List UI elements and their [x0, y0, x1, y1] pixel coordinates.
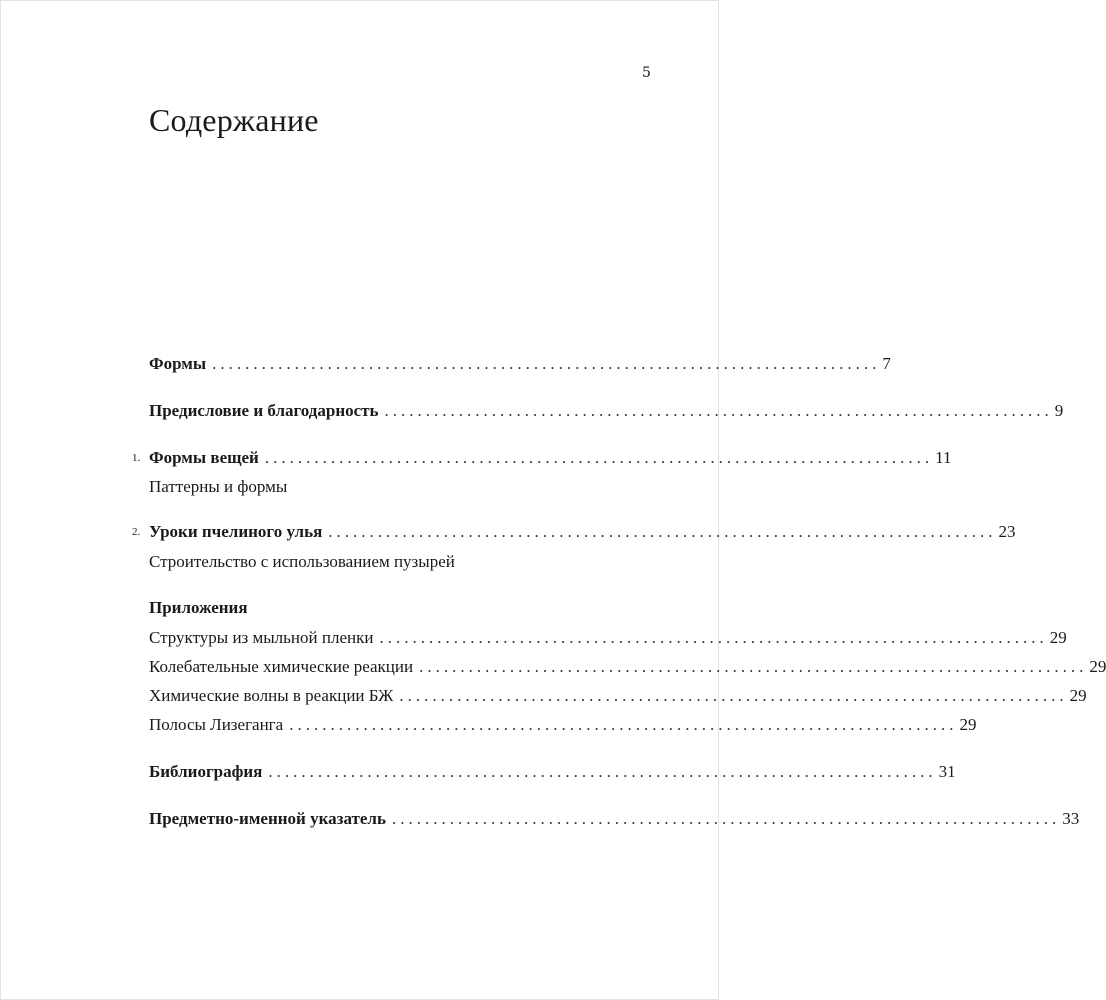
toc-entry-label: Библиография	[149, 762, 263, 781]
toc-subentry-chapter-2	[149, 552, 615, 572]
toc-entry-label: Предметно-именной указатель	[149, 809, 386, 828]
toc-entry-appendix-2[interactable]	[149, 657, 1106, 677]
toc-entry-label: Уроки пчелиного улья	[149, 522, 323, 541]
leader-dots: .................................................................................	[384, 401, 1053, 420]
toc-entry-label: Формы	[149, 354, 207, 373]
leader-dots: .................................................................................	[264, 448, 934, 467]
toc-entry-appendix-3[interactable]	[149, 686, 1087, 706]
toc-entry-page: 33	[1062, 809, 1080, 828]
leader-dots: .................................................................................	[328, 522, 997, 541]
toc-entry-label: Предисловие и благодарность	[149, 401, 379, 420]
toc-entry-page: 9	[1054, 401, 1064, 420]
toc-entry-page: 31	[938, 762, 956, 781]
toc-heading-appendix	[149, 598, 615, 618]
leader-dots: .................................................................................	[268, 762, 937, 781]
toc-subentry-label: Паттерны и формы	[149, 477, 288, 496]
toc-entry-index[interactable]	[149, 809, 1080, 829]
toc-entry-forms[interactable]	[149, 354, 891, 374]
toc-subentry-chapter-1	[149, 477, 615, 497]
toc-entry-page: 29	[1089, 657, 1106, 676]
toc-entry-page: 29	[1069, 686, 1087, 705]
toc-entry-label: Полосы Лизеганга	[149, 715, 284, 734]
toc-entry-page: 29	[959, 715, 977, 734]
toc-entry-label: Формы вещей	[149, 448, 259, 467]
toc-entry-chapter-1[interactable]	[132, 448, 952, 468]
toc-entry-page: 7	[882, 354, 891, 373]
toc-entry-label: Структуры из мыльной пленки	[149, 628, 374, 647]
toc-subentry-label: Строительство с использованием пузырей	[149, 552, 455, 571]
leader-dots: .................................................................................	[289, 715, 958, 734]
toc-entry-chapter-2[interactable]	[132, 522, 1016, 542]
appendix-heading: Приложения	[149, 598, 248, 617]
page-number: 5	[642, 65, 651, 81]
toc-entry-page: 29	[1049, 628, 1067, 647]
toc-entry-appendix-4[interactable]	[149, 715, 977, 735]
page-title: Содержание	[149, 102, 319, 138]
leader-dots: .................................................................................	[391, 809, 1061, 828]
toc-entry-appendix-1[interactable]	[149, 628, 1067, 648]
leader-dots: .................................................................................	[419, 657, 1088, 676]
toc-entry-preface[interactable]	[149, 401, 1064, 421]
leader-dots: .................................................................................	[399, 686, 1068, 705]
toc-entry-page: 11	[935, 448, 952, 467]
toc-entry-label: Колебательные химические реакции	[149, 657, 414, 676]
chapter-number: 1.	[132, 452, 141, 464]
leader-dots: .................................................................................	[379, 628, 1048, 647]
toc-entry-page: 23	[998, 522, 1016, 541]
leader-dots: .................................................................................	[212, 354, 881, 373]
chapter-number: 2.	[132, 526, 141, 538]
toc-entry-label: Химические волны в реакции БЖ	[149, 686, 394, 705]
toc-entry-bibliography[interactable]	[149, 762, 956, 782]
